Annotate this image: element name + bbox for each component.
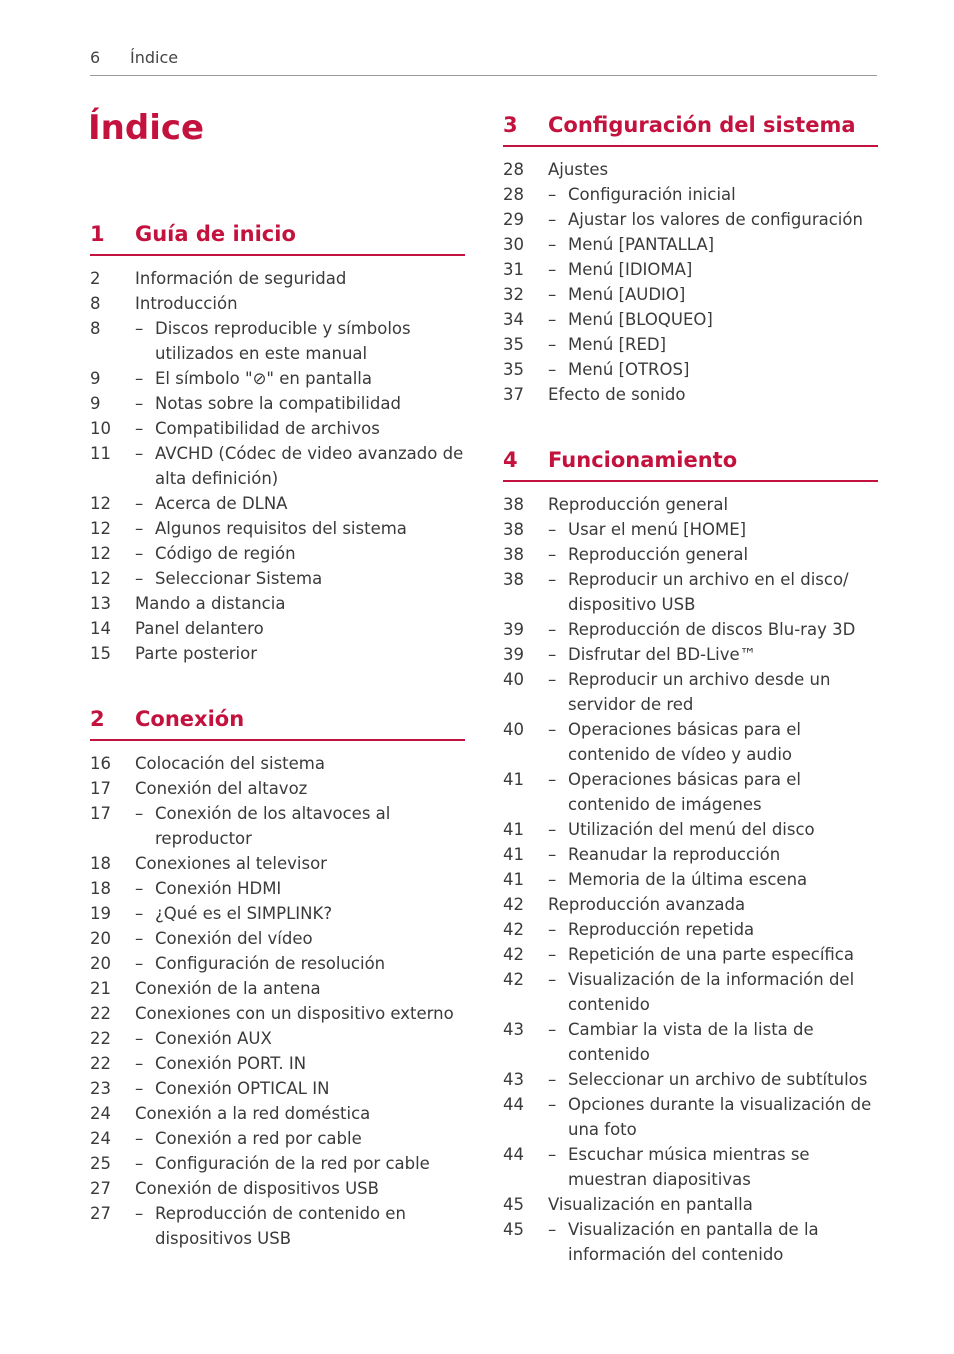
toc-entry-page: 20 — [90, 954, 111, 973]
toc-entry-page: 38 — [503, 495, 524, 514]
sub-entry-dash: – — [135, 929, 144, 948]
toc-entry[interactable] — [503, 917, 878, 942]
section-heading — [503, 109, 878, 147]
toc-entry[interactable] — [503, 1092, 878, 1142]
toc-entry-text: Parte posterior — [135, 644, 258, 663]
toc-entry[interactable] — [503, 842, 878, 867]
toc-entry[interactable] — [503, 1217, 878, 1267]
toc-entry-page: 38 — [503, 570, 524, 589]
toc-entry[interactable] — [90, 1051, 465, 1076]
sub-entry-dash: – — [548, 670, 557, 689]
toc-entry-text: Conexión a la red doméstica — [135, 1104, 371, 1123]
toc-section — [503, 444, 878, 1267]
toc-entry[interactable] — [503, 567, 878, 617]
toc-entry-text: ¿Qué es el SIMPLINK? — [155, 904, 333, 923]
toc-entry[interactable] — [90, 316, 465, 366]
toc-entry-page: 8 — [90, 294, 101, 313]
toc-entry-page: 30 — [503, 235, 524, 254]
toc-entry[interactable] — [503, 717, 878, 767]
section-title: Conexión — [135, 707, 245, 731]
toc-entry-text: Reproducción de contenido en dispositivos USB — [155, 1204, 406, 1248]
sub-entry-dash: – — [548, 185, 557, 204]
toc-section — [503, 109, 878, 407]
sub-entry-dash: – — [548, 285, 557, 304]
toc-entry-text: Introducción — [135, 294, 238, 313]
toc-entry[interactable] — [503, 492, 878, 517]
toc-entry-page: 40 — [503, 670, 524, 689]
toc-entry[interactable] — [503, 257, 878, 282]
toc-entry-text: Conexión a red por cable — [155, 1129, 362, 1148]
toc-entry-text: Escuchar música mientras se muestran diapositivas — [568, 1145, 810, 1189]
toc-entry-page: 45 — [503, 1220, 524, 1239]
toc-entry-text: Mando a distancia — [135, 594, 286, 613]
toc-entry[interactable] — [90, 976, 465, 1001]
toc-entry-text: Seleccionar Sistema — [155, 569, 323, 588]
toc-entry[interactable] — [90, 1001, 465, 1026]
section-heading — [90, 218, 465, 256]
section-number: 2 — [90, 707, 105, 731]
toc-entry-text: Ajustes — [548, 160, 609, 179]
toc-entry[interactable] — [90, 926, 465, 951]
toc-entry-page: 38 — [503, 520, 524, 539]
toc-entry-page: 17 — [90, 779, 111, 798]
toc-entry[interactable] — [503, 1067, 878, 1092]
toc-entry-page: 35 — [503, 360, 524, 379]
toc-entry-text: Reproducción avanzada — [548, 895, 746, 914]
toc-entry-text: Visualización en pantalla de la información del contenido — [568, 1220, 819, 1264]
toc-entry-text: Reproducción repetida — [568, 920, 755, 939]
toc-entry-page: 45 — [503, 1195, 524, 1214]
sub-entry-dash: – — [548, 1070, 557, 1089]
sub-entry-dash: – — [135, 954, 144, 973]
toc-entry-text: Menú [AUDIO] — [568, 285, 686, 304]
section-heading — [503, 444, 878, 482]
toc-entry-text: Menú [PANTALLA] — [568, 235, 715, 254]
sub-entry-dash: – — [548, 970, 557, 989]
toc-entry[interactable] — [90, 801, 465, 851]
toc-entry-text: Efecto de sonido — [548, 385, 686, 404]
toc-entry-page: 17 — [90, 804, 111, 823]
toc-entry-text: Menú [OTROS] — [568, 360, 690, 379]
toc-entry-page: 42 — [503, 945, 524, 964]
toc-entry-page: 22 — [90, 1004, 111, 1023]
toc-entry-text: Notas sobre la compatibilidad — [155, 394, 401, 413]
toc-entry-page: 10 — [90, 419, 111, 438]
toc-entry-page: 2 — [90, 269, 101, 288]
toc-entry[interactable] — [503, 357, 878, 382]
sub-entry-dash: – — [135, 1054, 144, 1073]
toc-entry-text: Reproducir un archivo desde un servidor de red — [568, 670, 831, 714]
toc-entry-text: Ajustar los valores de configuración — [568, 210, 863, 229]
toc-entry-text: Utilización del menú del disco — [568, 820, 815, 839]
sub-entry-dash: – — [135, 1129, 144, 1148]
toc-entry[interactable] — [90, 391, 465, 416]
toc-entry-text: Reproducción general — [568, 545, 749, 564]
toc-entry-text: Menú [RED] — [568, 335, 667, 354]
sub-entry-dash: – — [548, 645, 557, 664]
sub-entry-dash: – — [135, 544, 144, 563]
toc-entry[interactable] — [503, 1017, 878, 1067]
toc-entry[interactable] — [503, 867, 878, 892]
toc-entry[interactable] — [90, 1151, 465, 1176]
sub-entry-dash: – — [548, 945, 557, 964]
toc-entry-list — [503, 157, 878, 407]
toc-entry-page: 22 — [90, 1029, 111, 1048]
toc-entry-page: 40 — [503, 720, 524, 739]
toc-entry-text: Operaciones básicas para el contenido de imágenes — [568, 770, 801, 814]
toc-entry-text: Operaciones básicas para el contenido de vídeo y audio — [568, 720, 801, 764]
toc-entry-page: 8 — [90, 319, 101, 338]
toc-entry[interactable] — [90, 416, 465, 441]
toc-entry[interactable] — [503, 542, 878, 567]
toc-entry-page: 42 — [503, 920, 524, 939]
sub-entry-dash: – — [548, 335, 557, 354]
toc-column-left — [90, 218, 465, 1288]
toc-entry[interactable] — [90, 541, 465, 566]
toc-entry[interactable] — [90, 776, 465, 801]
sub-entry-dash: – — [135, 879, 144, 898]
toc-entry[interactable] — [503, 892, 878, 917]
toc-section — [90, 218, 465, 666]
toc-entry[interactable] — [503, 942, 878, 967]
toc-entry-text: Reanudar la reproducción — [568, 845, 781, 864]
toc-entry[interactable] — [90, 491, 465, 516]
section-title: Funcionamiento — [548, 448, 738, 472]
toc-section — [90, 703, 465, 1251]
toc-entry[interactable] — [503, 207, 878, 232]
toc-entry-page: 24 — [90, 1129, 111, 1148]
header-title: Índice — [130, 48, 179, 67]
toc-entry-page: 11 — [90, 444, 111, 463]
sub-entry-dash: – — [548, 620, 557, 639]
section-title: Configuración del sistema — [548, 113, 856, 137]
sub-entry-dash: – — [548, 1095, 557, 1114]
toc-entry-page: 9 — [90, 394, 101, 413]
toc-entry[interactable] — [90, 876, 465, 901]
toc-entry-page: 39 — [503, 645, 524, 664]
sub-entry-dash: – — [548, 1020, 557, 1039]
sub-entry-dash: – — [548, 820, 557, 839]
toc-entry[interactable] — [503, 617, 878, 642]
sub-entry-dash: – — [548, 235, 557, 254]
header-page-number: 6 — [90, 48, 101, 67]
toc-entry-text: Información de seguridad — [135, 269, 347, 288]
toc-entry-text: Conexión de dispositivos USB — [135, 1179, 379, 1198]
toc-entry-text: Seleccionar un archivo de subtítulos — [568, 1070, 868, 1089]
sub-entry-dash: – — [135, 1204, 144, 1223]
toc-entry[interactable] — [90, 441, 465, 491]
toc-entry-text: Código de región — [155, 544, 296, 563]
toc-entry-page: 12 — [90, 544, 111, 563]
toc-entry-page: 24 — [90, 1104, 111, 1123]
sub-entry-dash: – — [135, 394, 144, 413]
toc-entry[interactable] — [503, 1142, 878, 1192]
toc-entry-page: 14 — [90, 619, 111, 638]
toc-entry[interactable] — [90, 566, 465, 591]
toc-entry-text: Reproducción de discos Blu-ray 3D — [568, 620, 856, 639]
section-title: Guía de inicio — [135, 222, 296, 246]
sub-entry-dash: – — [548, 920, 557, 939]
sub-entry-dash: – — [135, 1154, 144, 1173]
toc-entry[interactable] — [503, 517, 878, 542]
toc-entry[interactable] — [503, 332, 878, 357]
toc-entry-page: 31 — [503, 260, 524, 279]
toc-entry[interactable] — [90, 1076, 465, 1101]
sub-entry-dash: – — [548, 1145, 557, 1164]
toc-entry-page: 12 — [90, 569, 111, 588]
toc-entry-list — [90, 266, 465, 666]
section-number: 4 — [503, 448, 518, 472]
toc-entry[interactable] — [90, 516, 465, 541]
toc-entry-text: Conexiones al televisor — [135, 854, 327, 873]
toc-entry[interactable] — [90, 616, 465, 641]
toc-entry-text: Conexión OPTICAL IN — [155, 1079, 330, 1098]
toc-entry-text: Panel delantero — [135, 619, 264, 638]
toc-entry-text: Configuración de la red por cable — [155, 1154, 430, 1173]
toc-entry-text: Conexión AUX — [155, 1029, 272, 1048]
sub-entry-dash: – — [135, 1029, 144, 1048]
toc-entry-text: Conexión del vídeo — [155, 929, 313, 948]
toc-entry-page: 27 — [90, 1179, 111, 1198]
toc-entry-page: 19 — [90, 904, 111, 923]
toc-entry[interactable] — [90, 1126, 465, 1151]
sub-entry-dash: – — [548, 770, 557, 789]
sub-entry-dash: – — [548, 570, 557, 589]
toc-entry[interactable] — [503, 967, 878, 1017]
toc-entry-text: Visualización de la información del contenido — [568, 970, 855, 1014]
sub-entry-dash: – — [548, 845, 557, 864]
toc-entry[interactable] — [503, 642, 878, 667]
toc-entry-page: 23 — [90, 1079, 111, 1098]
sub-entry-dash: – — [135, 319, 144, 338]
toc-entry-text: Compatibilidad de archivos — [155, 419, 380, 438]
toc-entry-page: 12 — [90, 519, 111, 538]
toc-entry[interactable] — [503, 1192, 878, 1217]
toc-entry-text: Configuración de resolución — [155, 954, 386, 973]
toc-entry-page: 42 — [503, 970, 524, 989]
toc-entry[interactable] — [90, 266, 465, 291]
sub-entry-dash: – — [135, 569, 144, 588]
section-number: 3 — [503, 113, 518, 137]
toc-entry-text: Conexión PORT. IN — [155, 1054, 307, 1073]
sub-entry-dash: – — [548, 1220, 557, 1239]
toc-entry-page: 16 — [90, 754, 111, 773]
toc-entry-page: 12 — [90, 494, 111, 513]
sub-entry-dash: – — [135, 904, 144, 923]
sub-entry-dash: – — [135, 494, 144, 513]
toc-entry-text: Discos reproducible y símbolos utilizados en este manual — [155, 319, 411, 363]
toc-entry-page: 34 — [503, 310, 524, 329]
sub-entry-dash: – — [135, 1079, 144, 1098]
sub-entry-dash: – — [548, 210, 557, 229]
toc-entry[interactable] — [90, 1101, 465, 1126]
toc-entry-page: 29 — [503, 210, 524, 229]
toc-entry-list — [90, 751, 465, 1251]
toc-entry-text: Acerca de DLNA — [155, 494, 288, 513]
toc-entry[interactable] — [503, 182, 878, 207]
toc-entry[interactable] — [90, 751, 465, 776]
toc-entry[interactable] — [90, 366, 465, 391]
toc-column-right — [503, 109, 878, 1304]
toc-entry-text: El símbolo "⊘" en pantalla — [155, 369, 373, 388]
toc-entry-list — [503, 492, 878, 1267]
toc-entry-page: 21 — [90, 979, 111, 998]
page-header — [90, 48, 877, 76]
toc-entry-page: 41 — [503, 845, 524, 864]
toc-entry-text: Reproducción general — [548, 495, 729, 514]
sub-entry-dash: – — [135, 804, 144, 823]
toc-entry-page: 18 — [90, 879, 111, 898]
sub-entry-dash: – — [135, 419, 144, 438]
toc-entry[interactable] — [90, 901, 465, 926]
toc-entry-page: 43 — [503, 1070, 524, 1089]
sub-entry-dash: – — [548, 545, 557, 564]
toc-entry-text: Conexión de la antena — [135, 979, 321, 998]
toc-entry-text: Conexión del altavoz — [135, 779, 308, 798]
sub-entry-dash: – — [548, 520, 557, 539]
sub-entry-dash: – — [548, 260, 557, 279]
toc-entry-page: 41 — [503, 870, 524, 889]
sub-entry-dash: – — [548, 720, 557, 739]
toc-entry-page: 25 — [90, 1154, 111, 1173]
section-number: 1 — [90, 222, 105, 246]
toc-entry-text: Memoria de la última escena — [568, 870, 808, 889]
toc-entry[interactable] — [90, 951, 465, 976]
toc-entry-text: Disfrutar del BD-Live™ — [568, 645, 757, 664]
toc-entry-text: Menú [BLOQUEO] — [568, 310, 713, 329]
sub-entry-dash: – — [135, 369, 144, 388]
toc-entry-text: Menú [IDIOMA] — [568, 260, 693, 279]
toc-entry-text: Configuración inicial — [568, 185, 736, 204]
toc-entry-page: 32 — [503, 285, 524, 304]
toc-entry-page: 9 — [90, 369, 101, 388]
toc-entry[interactable] — [503, 767, 878, 817]
toc-entry-text: Reproducir un archivo en el disco/ dispositivo USB — [568, 570, 849, 614]
page-title: Índice — [88, 108, 205, 148]
toc-entry[interactable] — [90, 591, 465, 616]
toc-entry-page: 13 — [90, 594, 111, 613]
toc-entry-text: Cambiar la vista de la lista de contenido — [568, 1020, 814, 1064]
toc-entry-page: 43 — [503, 1020, 524, 1039]
toc-entry-page: 37 — [503, 385, 524, 404]
toc-entry-page: 39 — [503, 620, 524, 639]
toc-entry[interactable] — [503, 157, 878, 182]
toc-entry-page: 28 — [503, 160, 524, 179]
toc-entry-text: Visualización en pantalla — [548, 1195, 753, 1214]
toc-entry[interactable] — [90, 291, 465, 316]
toc-entry-page: 41 — [503, 770, 524, 789]
toc-entry-text: Colocación del sistema — [135, 754, 325, 773]
toc-entry-page: 41 — [503, 820, 524, 839]
toc-entry-page: 18 — [90, 854, 111, 873]
toc-entry[interactable] — [90, 1176, 465, 1201]
toc-entry-text: AVCHD (Códec de video avanzado de alta definición) — [155, 444, 464, 488]
toc-entry-page: 28 — [503, 185, 524, 204]
toc-entry-text: Usar el menú [HOME] — [568, 520, 747, 539]
section-heading — [90, 703, 465, 741]
toc-entry-page: 44 — [503, 1145, 524, 1164]
toc-entry-page: 22 — [90, 1054, 111, 1073]
sub-entry-dash: – — [548, 360, 557, 379]
sub-entry-dash: – — [548, 310, 557, 329]
toc-entry-page: 15 — [90, 644, 111, 663]
toc-entry[interactable] — [90, 641, 465, 666]
toc-entry[interactable] — [503, 817, 878, 842]
toc-entry[interactable] — [503, 307, 878, 332]
sub-entry-dash: – — [548, 870, 557, 889]
toc-entry-page: 42 — [503, 895, 524, 914]
toc-entry[interactable] — [503, 282, 878, 307]
toc-entry[interactable] — [503, 667, 878, 717]
sub-entry-dash: – — [135, 444, 144, 463]
toc-entry-page: 20 — [90, 929, 111, 948]
toc-entry[interactable] — [90, 1026, 465, 1051]
toc-entry-page: 38 — [503, 545, 524, 564]
toc-entry-text: Conexión HDMI — [155, 879, 282, 898]
toc-entry-text: Repetición de una parte específica — [568, 945, 854, 964]
sub-entry-dash: – — [135, 519, 144, 538]
toc-entry-text: Opciones durante la visualización de una foto — [568, 1095, 872, 1139]
toc-entry[interactable] — [90, 1201, 465, 1251]
toc-entry[interactable] — [503, 232, 878, 257]
toc-entry-page: 35 — [503, 335, 524, 354]
toc-entry[interactable] — [503, 382, 878, 407]
toc-entry-text: Conexiones con un dispositivo externo — [135, 1004, 454, 1023]
toc-entry-page: 27 — [90, 1204, 111, 1223]
toc-entry-page: 44 — [503, 1095, 524, 1114]
toc-entry-text: Algunos requisitos del sistema — [155, 519, 407, 538]
toc-entry[interactable] — [90, 851, 465, 876]
toc-entry-text: Conexión de los altavoces al reproductor — [155, 804, 391, 848]
